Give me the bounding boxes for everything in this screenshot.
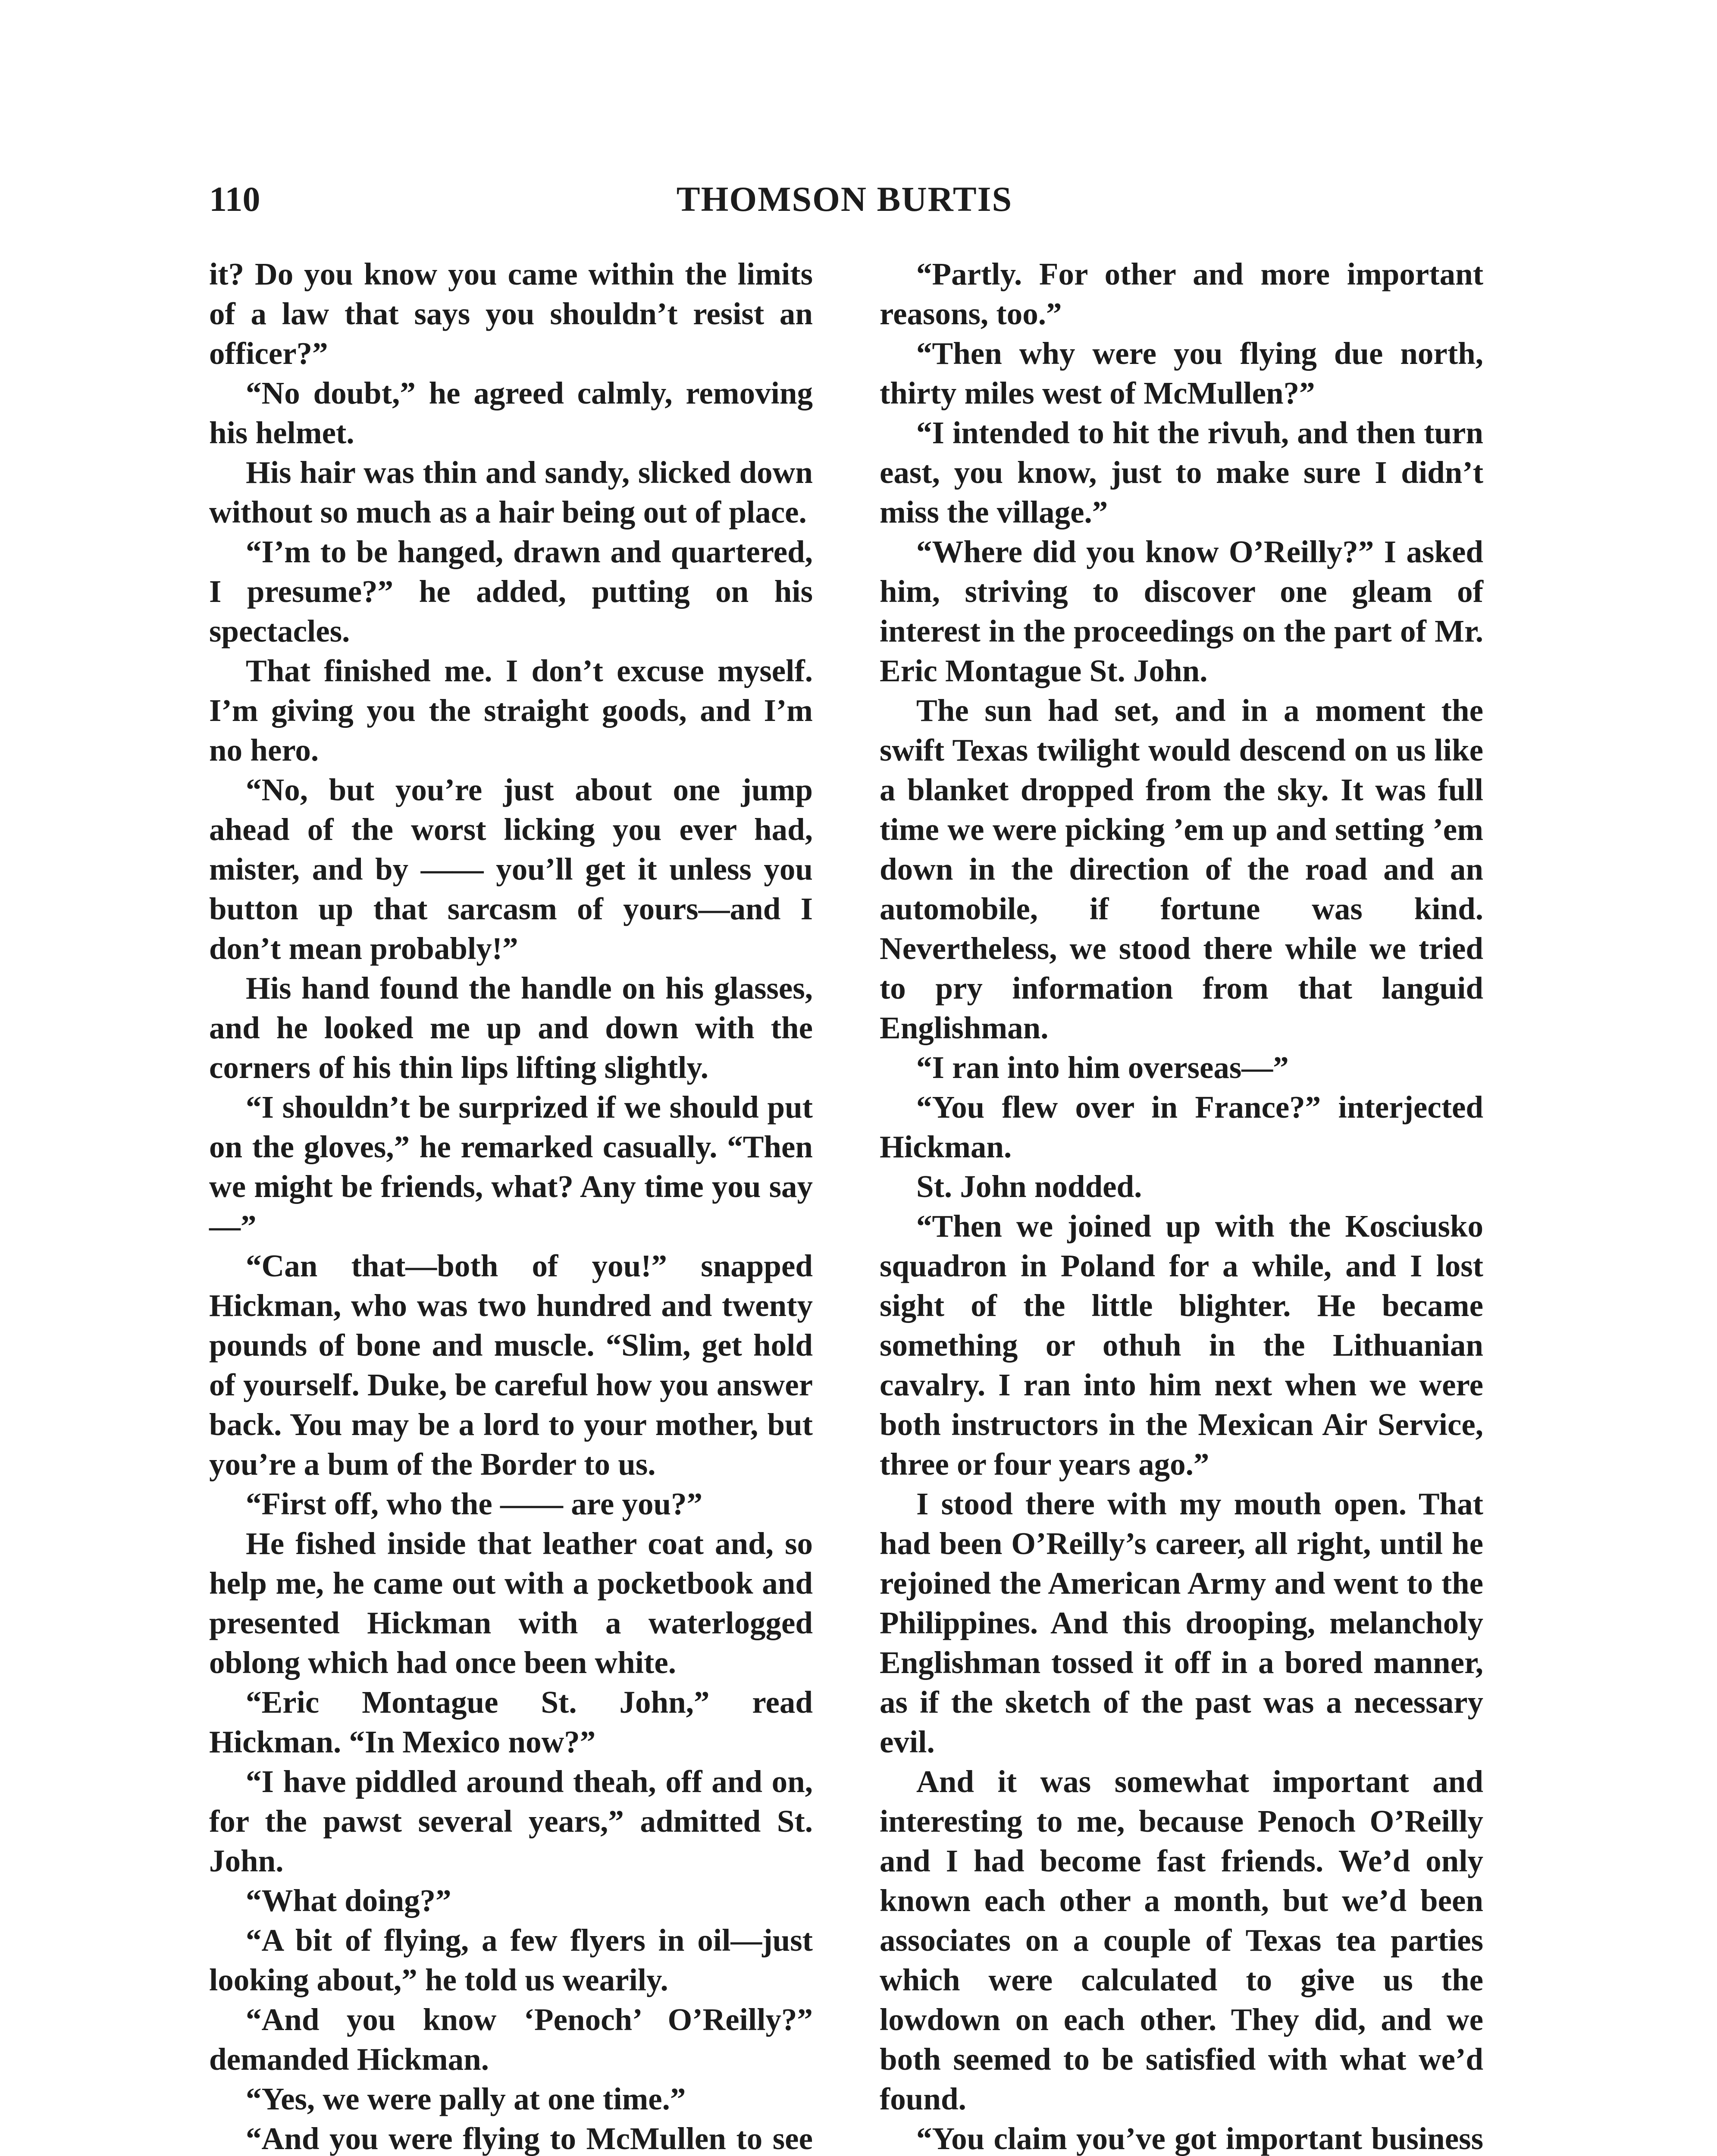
paragraph: “I have piddled around theah, off and on, for the pawst several years,” admitted St. John. [209,1764,813,1878]
paragraph: His hair was thin and sandy, slicked down without so much as a hair being out of place. [209,455,813,530]
paragraph: “Partly. For other and more important reasons, too.” [880,257,1483,331]
paragraph: “And you know ‘Penoch’ O’Reilly?” demanded Hickman. [209,2002,813,2077]
paragraph: “What doing?” [246,1883,451,1918]
paragraph: He fished inside that leather coat and, so help me, he came out with a pocketbook and presented Hickman with a waterlogged oblong which had once been white. [209,1526,813,1680]
text-column-left [209,254,813,2156]
paragraph: I stood there with my mouth open. That had been O’Reilly’s career, all right, until he rejoined the American Army and went to the Philippines. And this drooping, melancholy Englishman tossed it off in a bored manner, as if the sketch of the past was a necessary evil. [880,1486,1483,1759]
paragraph: “No, but you’re just about one jump ahead of the worst licking you ever had, mister, and by —— you’ll get it unless you button up that sarcasm of yours—and I don’t mean probably!” [209,772,813,966]
running-head: THOMSON BURTIS [676,179,1013,219]
paragraph: And it was somewhat important and interesting to me, because Penoch O’Reilly and I had become fast friends. We’d only known each other a month, but we’d been associates on a couple of Texas tea parties which were calculated to give us the lowdown on each other. They did, and we both seemed to be satisfied with what we’d found. [880,1764,1483,2116]
paragraph: “I intended to hit the rivuh, and then turn east, you know, just to make sure I didn’t miss the village.” [880,415,1483,530]
paragraph: “And you were flying to McMullen to see [246,2121,813,2156]
paragraph: “Where did you know O’Reilly?” I asked him, striving to discover one gleam of interest in the proceedings on the part of Mr. Eric Montague St. John. [880,534,1483,688]
paragraph: That finished me. I don’t excuse myself. I’m giving you the straight goods, and I’m no hero. [209,653,813,768]
paragraph: “You claim you’ve got important business [916,2121,1483,2156]
paragraph: “You flew over in France?” interjected Hickman. [880,1090,1483,1164]
page-number: 110 [209,179,260,219]
paragraph: His hand found the handle on his glasses, and he looked me up and down with the corners of his thin lips lifting slightly. [209,971,813,1085]
paragraph: “I shouldn’t be surprized if we should put on the gloves,” he remarked casually. “Then we might be friends, what? Any time you say—” [209,1090,813,1244]
paragraph: “No doubt,” he agreed calmly, removing his helmet. [209,376,813,450]
paragraph: “I ran into him overseas—” [916,1050,1289,1085]
paragraph: “I’m to be hanged, drawn and quartered, I presume?” he added, putting on his spectacles. [209,534,813,649]
paragraph: St. John nodded. [916,1169,1142,1204]
paragraph: “Can that—both of you!” snapped Hickman, who was two hundred and twenty pounds of bone and muscle. “Slim, get hold of yourself. Duke, be careful how you answer back. You may be a lord to your mother, but you’re a bum of the Border to us. [209,1248,813,1482]
paragraph: “Eric Montague St. John,” read Hickman. “In Mexico now?” [209,1685,813,1759]
page-header [209,170,1480,235]
paragraph: “First off, who the —— are you?” [246,1486,703,1521]
paragraph: The sun had set, and in a moment the swift Texas twilight would descend on us like a blanket dropped from the sky. It was full time we were picking ’em up and setting ’em down in the direction of the road and an automobile, if fortune was kind. Nevertheless, we stood there while we tried to pry information from that languid Englishman. [880,693,1483,1045]
paragraph: it? Do you know you came within the limits of a law that says you shouldn’t resist an officer?” [209,257,813,371]
paragraph: “Then we joined up with the Kosciusko squadron in Poland for a while, and I lost sight of the little blighter. He became something or othuh in the Lithuanian cavalry. I ran into him next when we were both instructors in the Mexican Air Service, three or four years ago.” [880,1209,1483,1482]
paragraph: “Then why were you flying due north, thirty miles west of McMullen?” [880,336,1483,411]
paragraph: “Yes, we were pally at one time.” [246,2081,686,2116]
paragraph: “A bit of flying, a few flyers in oil—just looking about,” he told us wearily. [209,1923,813,1997]
text-column-right [880,254,1483,2156]
